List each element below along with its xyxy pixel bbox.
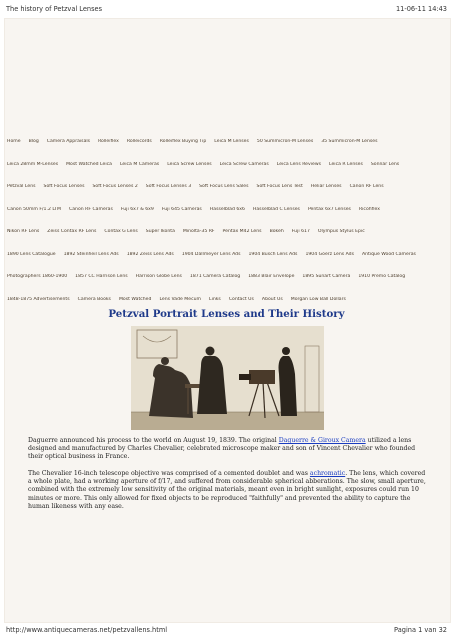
nav-link[interactable]: Contact Us [228, 296, 254, 302]
paragraph-text: utilized a lens designed and manufactured by Charles Chevalier, celebrated microscope maker and son of Vincent Chevalier who founded their optical business in France. [28, 437, 416, 461]
nav-link[interactable]: Pentax M42 Lens [222, 229, 262, 234]
nav-link[interactable]: Canon RF Lens [349, 184, 384, 189]
nav-link[interactable]: Leica Screw Cameras [219, 161, 269, 167]
nav-link[interactable]: Soft Focus Lenses 2 [92, 184, 138, 189]
nav-link[interactable]: Morgan Low Ball Dollars [290, 296, 346, 302]
nav-link[interactable]: 1890 Lens Catalogue [7, 251, 56, 257]
nav-link[interactable]: Most Watched Leica [66, 161, 112, 167]
nav-row [7, 252, 447, 264]
nav-link[interactable]: Leica Lens Reviews [276, 161, 321, 167]
nav-link[interactable]: Blog [28, 139, 39, 144]
nav-link[interactable]: Fuji 645 Cameras [161, 206, 202, 212]
nav-link[interactable]: Leica 28mm M-Lenses [7, 161, 59, 167]
nav-row [7, 229, 447, 241]
nav-link[interactable]: Zeiss Contax RF Lens [47, 229, 97, 234]
nav-link[interactable]: Antique Wood Cameras [362, 251, 416, 257]
nav-link[interactable]: About Us [261, 296, 283, 302]
nav-row [7, 184, 447, 196]
nav-link[interactable]: Petzval Lens [7, 184, 36, 189]
nav-link[interactable]: Hasselblad 6x6 [209, 206, 245, 212]
nav-link[interactable]: Camera Appraisals [46, 139, 91, 144]
paragraph-text: The Chevalier 16-inch telescope objective was comprised of a cemented doublet and was [28, 470, 310, 478]
nav-link[interactable]: Leica Screw Lenses [167, 161, 212, 167]
nav-link[interactable]: Lens Vade Mecum [159, 296, 202, 302]
nav-link[interactable]: 1904 Dallmeyer Lens Ads [181, 251, 241, 257]
print-footer-url: http://www.antiquecameras.net/petzvallens.html [6, 626, 168, 634]
nav-link[interactable]: Soft Focus Lenses [43, 184, 85, 189]
nav-link[interactable]: Leica M Cameras [119, 161, 160, 167]
nav-link[interactable]: 1871 Camera Catalog [189, 274, 241, 279]
nav-link[interactable]: Leica M Lenses [214, 139, 249, 144]
nav-link[interactable]: Minolta-35 RF [182, 229, 215, 234]
nav-link[interactable]: Rolleicords [126, 139, 152, 144]
article-paragraph [28, 470, 428, 510]
portrait-engraving-illustration [131, 326, 324, 430]
nav-link[interactable]: Rolleiflex Buying Tip [159, 139, 207, 144]
nav-row [7, 162, 447, 174]
nav-link[interactable]: 50 Summicron-M Lenses [256, 139, 314, 144]
nav-link[interactable]: Contax G Lens [104, 229, 138, 234]
print-header-title: The history of Petzval Lenses [6, 5, 103, 13]
achromatic-link[interactable]: achromatic [309, 470, 346, 478]
nav-link[interactable]: Home [7, 139, 21, 144]
nav-link[interactable]: 1910 Premo Catalog [358, 274, 406, 279]
nav-link[interactable]: Most Watched [118, 296, 152, 302]
print-footer-page: Pagina 1 van 32 [394, 626, 447, 634]
nav-row [7, 297, 447, 309]
nav-link[interactable]: Links [209, 296, 221, 302]
nav-link[interactable]: Soft Focus Lenses 3 [145, 184, 192, 189]
nav-link[interactable]: Canon 50mm F/1.2 LTM [7, 206, 62, 212]
nav-link[interactable]: Bokeh [269, 229, 284, 234]
nav-link[interactable]: Hasselblad C Lenses [252, 206, 300, 212]
nav-link[interactable]: Fuji 617 [291, 229, 310, 234]
nav-row [7, 207, 447, 219]
nav-link[interactable]: Super Ikonta [145, 229, 175, 234]
article-paragraph [28, 437, 428, 461]
nav-link[interactable]: Canon RF Cameras [69, 206, 113, 212]
nav-link[interactable]: Heliar Lenses [310, 184, 342, 189]
nav-link[interactable]: 1892 Zeiss Lens Ads [126, 251, 174, 257]
paragraph-text: . The lens, which covered a whole plate, had a working aperture of f/17, and suffered from considerable spherical abberations. The slow, small aperture, combined with the extremely low sensitivity of the original materials, meant even in bright sunlight, exposures could run 10 minutes or more. This only allowed for fixed objects to be reproduced "faithfully" and prevented the ability to capture the human likeness with any ease. [28, 470, 426, 510]
nav-link[interactable]: 1892 Steinheil Lens Ads [63, 251, 119, 257]
print-header-datetime: 11-06-11 14:43 [395, 5, 447, 13]
nav-row [7, 274, 447, 286]
nav-link[interactable]: Rolleiflex [98, 139, 119, 144]
nav-link[interactable]: Soft Focus Lens Sales [199, 184, 249, 189]
article-body [28, 437, 428, 520]
nav-link[interactable]: 1848-1875 Advertisements [7, 296, 70, 302]
nav-link[interactable]: Leica R Lenses [329, 161, 363, 167]
nav-link[interactable]: Sonnar Lens [370, 161, 400, 167]
nav-link[interactable]: 1857 CC Harrison Lens [75, 274, 128, 279]
nav-link[interactable]: Fuji 6x7 & 6x9 [120, 206, 154, 212]
nav-link[interactable]: Photographers 1860-1900 [7, 274, 68, 279]
page-title: Petzval Portrait Lenses and Their History [108, 308, 345, 320]
page-frame [4, 18, 451, 623]
nav-link[interactable]: Harrison Globe Lens [135, 274, 182, 279]
nav-link[interactable]: 35 Summicron-M Lenses [321, 139, 378, 144]
nav-row [7, 139, 447, 151]
nav-link[interactable]: Soft Focus Lens Test [256, 184, 303, 189]
nav-link[interactable]: Nikon RF Lens [7, 229, 40, 234]
site-navigation [7, 139, 447, 319]
daguerre-giroux-camera-link[interactable]: Daguerre & Giroux Camera [278, 437, 366, 444]
nav-link[interactable]: Olympus Stylus Epic [317, 229, 365, 234]
nav-link[interactable]: 1904 Goerz Lens Ads [305, 251, 354, 257]
nav-link[interactable]: Camera Books [77, 296, 111, 302]
nav-link[interactable]: 1904 Busch Lens Ads [248, 251, 298, 257]
nav-link[interactable]: 1895 Sunart Camera [302, 274, 351, 279]
paragraph-text: Daguerre announced his process to the world on August 19, 1839. The original [28, 437, 279, 444]
nav-link[interactable]: Ricohflex [358, 206, 381, 212]
nav-link[interactable]: 1883 Blair Envelope [248, 274, 295, 279]
nav-link[interactable]: Pentax 6x7 Lenses [307, 206, 351, 212]
